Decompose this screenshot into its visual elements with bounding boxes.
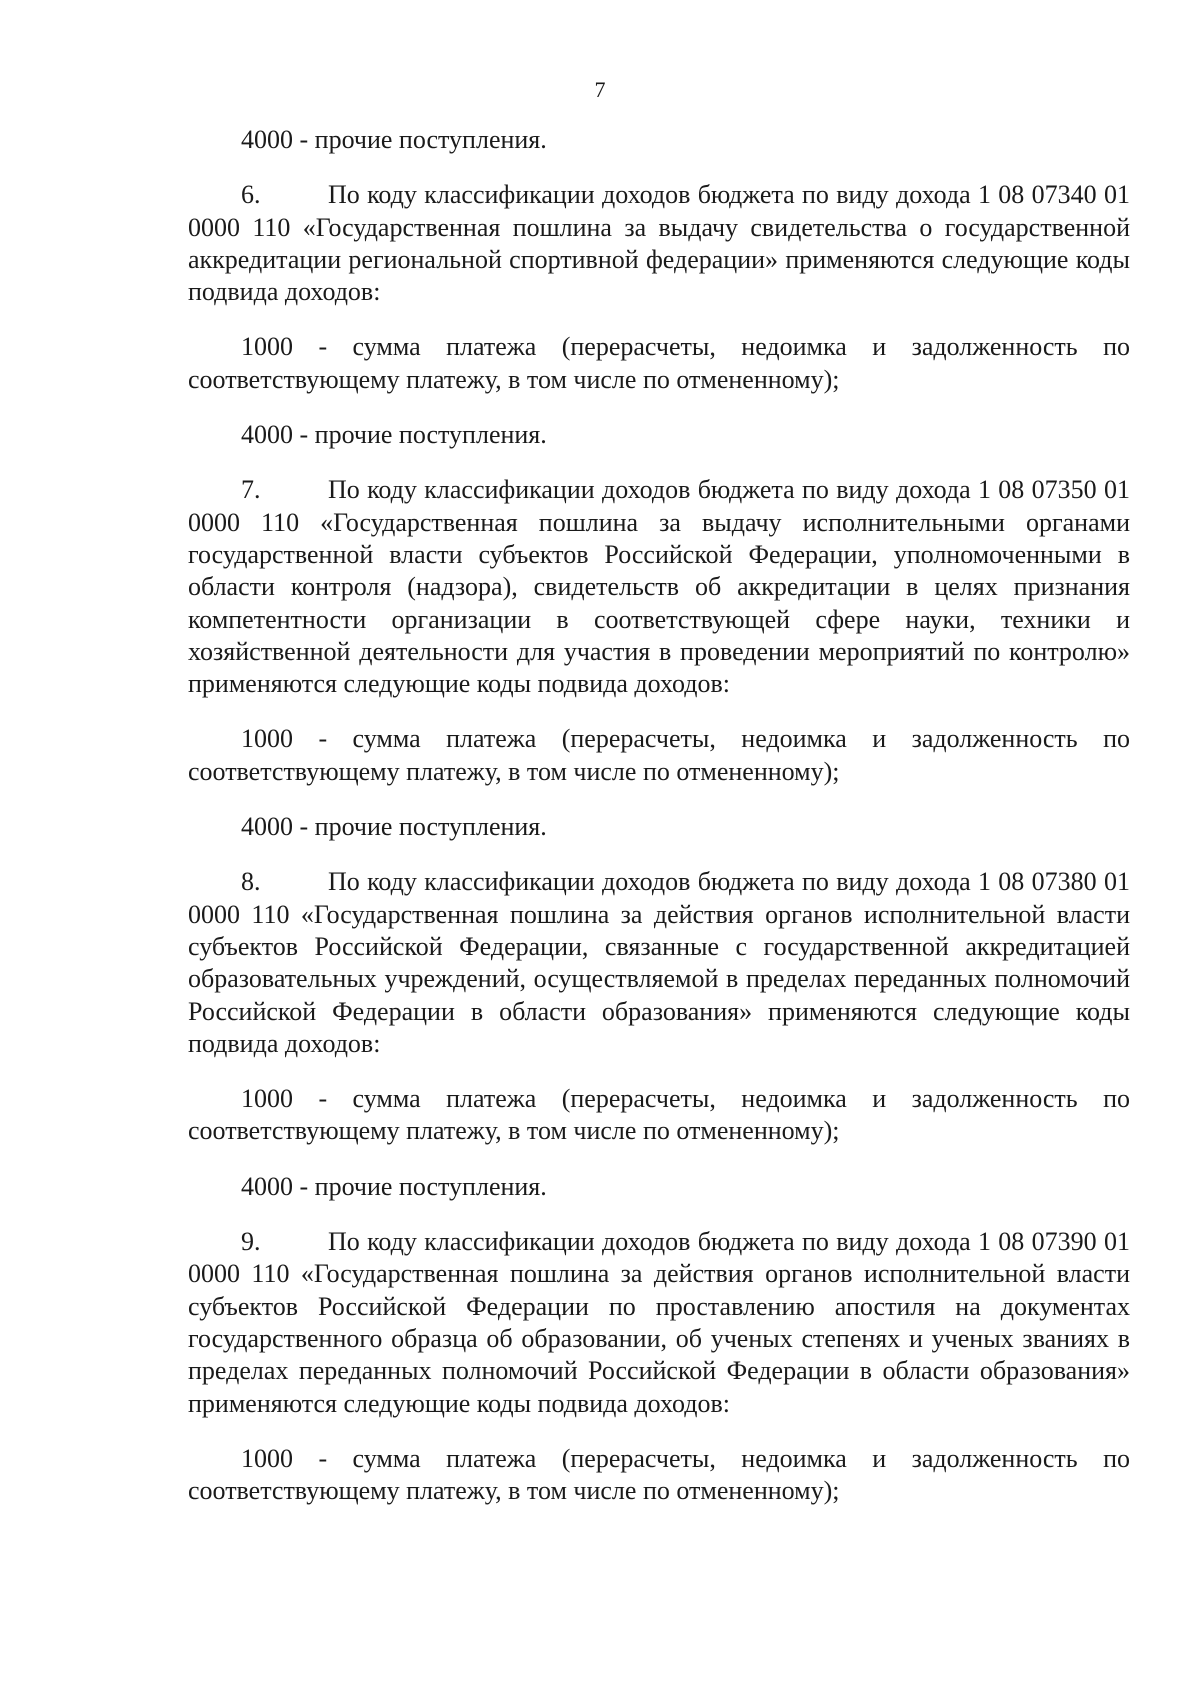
- paragraph-text: 4000 - прочие поступления.: [241, 1171, 547, 1201]
- paragraph-code-1000: [188, 1443, 1130, 1508]
- paragraph-code-1000: [188, 1083, 1130, 1148]
- item-number: 9.: [241, 1227, 261, 1257]
- paragraph-text: 4000 - прочие поступления.: [241, 812, 547, 842]
- paragraph-text: 4000 - прочие поступления.: [241, 420, 547, 450]
- paragraph-text: 1000 - сумма платежа (перерасчеты, недоимка и задолженность по соответствующему платежу, в том числе по отмененному);: [188, 332, 1130, 394]
- page-number: 7: [594, 77, 606, 102]
- document-body: [188, 124, 1130, 1507]
- item-number: 8.: [241, 867, 261, 897]
- paragraph-code-4000: [188, 419, 1130, 451]
- paragraph-item-9: [188, 1226, 1130, 1420]
- paragraph-text: 1000 - сумма платежа (перерасчеты, недоимка и задолженность по соответствующему платежу, в том числе по отмененному);: [188, 1084, 1130, 1146]
- paragraph-code-1000: [188, 723, 1130, 788]
- paragraph-code-1000: [188, 331, 1130, 396]
- item-number: 7.: [241, 475, 261, 505]
- paragraph-code-4000: [188, 1171, 1130, 1203]
- paragraph-code-4000: [188, 811, 1130, 843]
- paragraph-item-8: [188, 866, 1130, 1060]
- paragraph-text: 4000 - прочие поступления.: [241, 125, 547, 154]
- paragraph-item-6: [188, 179, 1130, 308]
- paragraph-code-4000: [188, 124, 1130, 156]
- paragraph-text: По коду классификации доходов бюджета по виду дохода 1 08 07350 01 0000 110 «Государственная пошлина за выдачу исполнительными органами государственной власти субъектов Российской Федерации, уполномоченными в области контроля (надзора), свидетельств об аккредитации в целях признания компетентности организации в соответствующей сфере науки, техники и хозяйственной деятельности для участия в проведении мероприятий по контролю» применяются следующие коды подвида доходов:: [188, 475, 1130, 699]
- paragraph-text: По коду классификации доходов бюджета по виду дохода 1 08 07340 01 0000 110 «Государственная пошлина за выдачу свидетельства о государственной аккредитации региональной спортивной федерации» применяются следующие коды подвида доходов:: [188, 180, 1130, 307]
- paragraph-item-7: [188, 474, 1130, 700]
- paragraph-text: По коду классификации доходов бюджета по виду дохода 1 08 07380 01 0000 110 «Государственная пошлина за действия органов исполнительной власти субъектов Российской Федерации, связанные с государственной аккредитацией образовательных учреждений, осуществляемой в пределах переданных полномочий Российской Федерации в области образования» применяются следующие коды подвида доходов:: [188, 867, 1130, 1058]
- item-number: 6.: [241, 180, 261, 210]
- paragraph-text: По коду классификации доходов бюджета по виду дохода 1 08 07390 01 0000 110 «Государственная пошлина за действия органов исполнительной власти субъектов Российской Федерации по проставлению апостиля на документах государственного образца об образовании, об ученых степенях и ученых званиях в пределах переданных полномочий Российской Федерации в области образования» применяются следующие коды подвида доходов:: [188, 1227, 1130, 1418]
- paragraph-text: 1000 - сумма платежа (перерасчеты, недоимка и задолженность по соответствующему платежу, в том числе по отмененному);: [188, 1443, 1130, 1506]
- paragraph-text: 1000 - сумма платежа (перерасчеты, недоимка и задолженность по соответствующему платежу, в том числе по отмененному);: [188, 724, 1130, 786]
